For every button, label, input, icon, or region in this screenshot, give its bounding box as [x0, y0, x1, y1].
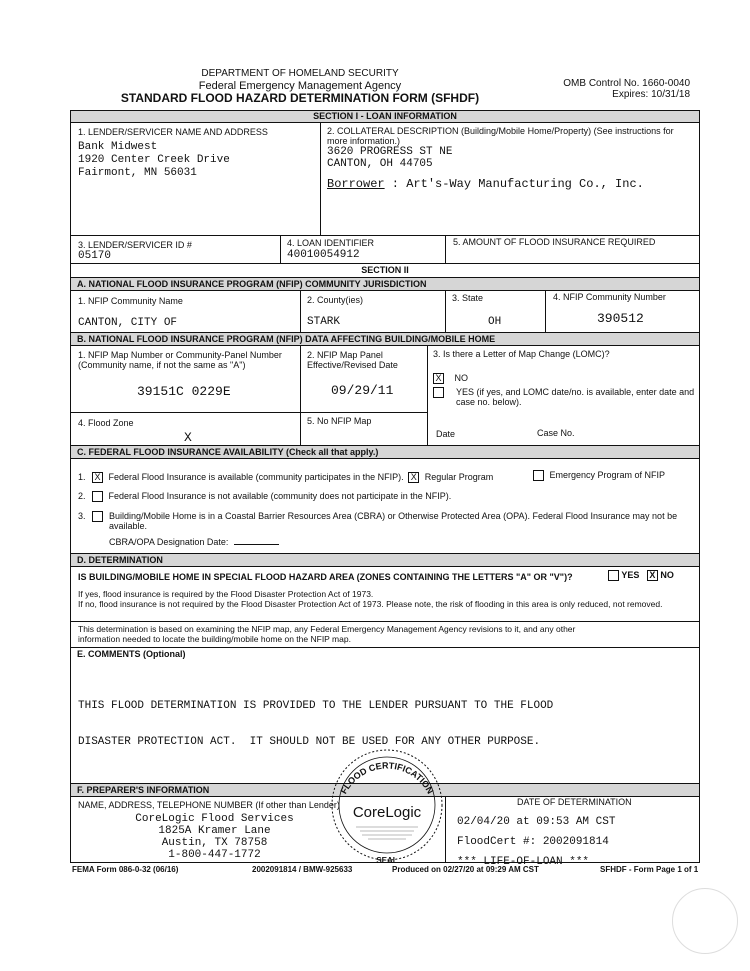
omb-block: [520, 78, 690, 100]
section-d-title: D. DETERMINATION: [71, 554, 699, 566]
collateral-address: [327, 146, 452, 170]
agency-name: Federal Emergency Management Agency: [198, 80, 402, 92]
option-1-text: Federal Flood Insurance is available (community participates in the NFIP).: [108, 472, 404, 482]
faint-stamp: [672, 888, 738, 954]
cbra-date-row: [109, 537, 279, 547]
insurance-amount-label: 5. AMOUNT OF FLOOD INSURANCE REQUIRED: [453, 237, 656, 247]
no-map-label: 5. No NFIP Map: [307, 416, 372, 426]
lender-address-block: [78, 141, 230, 180]
form-header: [100, 68, 500, 104]
section-2-title: SECTION II: [71, 264, 699, 277]
cbra-date-label: CBRA/OPA Designation Date:: [109, 537, 229, 547]
preparer-name: CoreLogic Flood Services: [135, 813, 294, 825]
section-f-title: F. PREPARER'S INFORMATION: [71, 784, 699, 796]
option-2-text: Federal Flood Insurance is not available (community does not participate in the NFIP).: [108, 491, 452, 501]
determination-question: IS BUILDING/MOBILE HOME IN SPECIAL FLOOD HAZARD AREA (ZONES CONTAINING THE LETTERS "A" OR "V")?: [78, 572, 573, 582]
determination-date-label: DATE OF DETERMINATION: [517, 797, 632, 807]
borrower-line: [327, 177, 644, 191]
determination-basis: This determination is based on examining the NFIP map, any Federal Emergency Management Agency revisions to it, and any other information needed to locate the building/mobile home on the NFIP map.: [78, 624, 576, 644]
lender-address-line2: Fairmont, MN 56031: [78, 167, 197, 179]
seal-brand: CoreLogic: [352, 804, 422, 821]
state: OH: [488, 316, 502, 328]
lomc-yes-label: YES (if yes, and LOMC date/no. is available, enter date and case no. below).: [456, 387, 695, 407]
preparer-label: NAME, ADDRESS, TELEPHONE NUMBER (If other than Lender): [78, 800, 340, 810]
form-title: STANDARD FLOOD HAZARD DETERMINATION FORM (SFHDF): [120, 91, 480, 105]
county: STARK: [307, 316, 341, 328]
lomc-case-label: Case No.: [537, 428, 575, 438]
map-number-label-line1: 1. NFIP Map Number or Community-Panel Number: [78, 350, 282, 360]
determination-date: 02/04/20 at 09:53 AM CST: [457, 816, 616, 828]
footer-produced: Produced on 02/27/20 at 09:29 AM CST: [392, 865, 539, 874]
preparer-address-line1: 1825A Kramer Lane: [158, 825, 271, 837]
omb-expiration: Expires: 10/31/18: [612, 89, 690, 100]
lomc-date-label: Date: [436, 429, 456, 439]
lomc-label: 3. Is there a Letter of Map Change (LOMC)?: [433, 349, 610, 359]
preparer-phone: 1-800-447-1772: [168, 849, 261, 861]
regular-program-checkbox[interactable]: X: [408, 472, 419, 483]
panel-date-label-line2: Effective/Revised Date: [307, 360, 398, 370]
map-number-label-line2: (Community name, if not the same as "A"): [78, 360, 246, 370]
borrower-label: Borrower: [327, 177, 385, 191]
loan-id: 40010054912: [287, 249, 360, 261]
preparer-address-line2: Austin, TX 78758: [161, 837, 268, 849]
lomc-yes-checkbox[interactable]: [433, 387, 444, 398]
emergency-program-row: [533, 470, 665, 481]
availability-option-3: [78, 511, 690, 531]
emergency-program-checkbox[interactable]: [533, 470, 544, 481]
certification-seal: [328, 737, 446, 867]
option-2-checkbox[interactable]: [92, 491, 103, 502]
comments-line2: DISASTER PROTECTION ACT. IT SHOULD NOT BE USED FOR ANY OTHER PURPOSE.: [78, 736, 541, 748]
floodcert-number: FloodCert #: 2002091814: [457, 836, 609, 848]
form-number: FEMA Form 086-0-32 (06/16): [72, 865, 179, 874]
collateral-address-line2: CANTON, OH 44705: [327, 158, 433, 170]
section-b-title: B. NATIONAL FLOOD INSURANCE PROGRAM (NFIP) DATA AFFECTING BUILDING/MOBILE HOME: [71, 333, 699, 345]
lomc-yes-row: [433, 387, 698, 407]
county-label: 2. County(ies): [307, 295, 364, 305]
life-of-loan: *** LIFE-OF-LOAN ***: [457, 856, 590, 868]
determination-answer: [608, 570, 674, 581]
regular-program-label: Regular Program: [424, 472, 494, 482]
option-2-number: 2.: [78, 491, 86, 501]
comments: [78, 676, 553, 760]
lomc-no-label: NO: [454, 373, 469, 383]
community-number-label: 4. NFIP Community Number: [553, 292, 666, 302]
department-name: DEPARTMENT OF HOMELAND SECURITY: [201, 68, 399, 79]
footer-ids: 2002091814 / BMW-925633: [252, 865, 353, 874]
section-e-title: E. COMMENTS (Optional): [71, 648, 699, 660]
option-3-checkbox[interactable]: [92, 511, 103, 522]
community-name-label: 1. NFIP Community Name: [78, 296, 183, 306]
community-number: 390512: [597, 311, 644, 326]
lender-id: 05170: [78, 250, 112, 262]
lomc-no-row: [433, 373, 468, 384]
lomc-no-checkbox[interactable]: X: [433, 373, 444, 384]
determination-yes-label: YES: [621, 570, 640, 580]
section-1-title: SECTION I - LOAN INFORMATION: [71, 111, 699, 122]
collateral-address-line1: 3620 PROGRESS ST NE: [327, 146, 453, 158]
lender-id-label: 3. LENDER/SERVICER ID #: [78, 240, 192, 250]
lender-address-line1: 1920 Center Creek Drive: [78, 154, 230, 166]
panel-date-label: [307, 350, 398, 370]
panel-date-label-line1: 2. NFIP Map Panel: [307, 350, 383, 360]
cbra-date-field[interactable]: [234, 544, 279, 545]
loan-id-label: 4. LOAN IDENTIFIER: [287, 238, 375, 248]
collateral-label: 2. COLLATERAL DESCRIPTION (Building/Mobile Home/Property) (See instructions for more information.): [327, 126, 674, 146]
option-1-checkbox[interactable]: X: [92, 472, 103, 483]
section-c-title: C. FEDERAL FLOOD INSURANCE AVAILABILITY (Check all that apply.): [71, 446, 699, 458]
flood-zone: X: [184, 430, 192, 445]
preparer-info: [132, 813, 297, 861]
footer-page: SFHDF - Form Page 1 of 1: [600, 865, 699, 874]
determination-if-no: If no, flood insurance is not required by the Flood Disaster Protection Act of 1973. Please note, the risk of flooding in this area is only reduced, not removed.: [78, 599, 663, 609]
state-label: 3. State: [452, 293, 484, 303]
emergency-program-label: Emergency Program of NFIP: [549, 470, 666, 480]
determination-no-checkbox[interactable]: X: [647, 570, 658, 581]
determination-explanation: [78, 589, 690, 609]
option-1-number: 1.: [78, 472, 86, 482]
determination-no-label: NO: [660, 570, 674, 580]
determination-info: [457, 812, 615, 872]
section-a-title: A. NATIONAL FLOOD INSURANCE PROGRAM (NFIP) COMMUNITY JURISDICTION: [71, 278, 699, 290]
map-number-label: [78, 350, 282, 370]
option-3-text: Building/Mobile Home is in a Coastal Barrier Resources Area (CBRA) or Otherwise Protected Area (OPA). Federal Flood Insurance may not be available.: [109, 511, 678, 531]
lender-name-label: 1. LENDER/SERVICER NAME AND ADDRESS: [78, 127, 268, 137]
seal-arc-text: FLOOD CERTIFICATION: [338, 760, 436, 796]
lender-name: Bank Midwest: [78, 141, 158, 153]
availability-option-1: [78, 472, 493, 483]
borrower-name: Art's-Way Manufacturing Co., Inc.: [406, 177, 644, 191]
option-3-number: 3.: [78, 511, 86, 521]
determination-if-yes: If yes, flood insurance is required by the Flood Disaster Protection Act of 1973.: [78, 589, 374, 599]
seal-bottom-text: SEAL: [376, 856, 398, 865]
map-number: 39151C 0229E: [137, 384, 231, 399]
omb-control-number: OMB Control No. 1660-0040: [563, 78, 690, 89]
community-name: CANTON, CITY OF: [78, 317, 178, 329]
flood-zone-label: 4. Flood Zone: [78, 418, 134, 428]
borrower-separator: :: [384, 177, 407, 191]
panel-date: 09/29/11: [331, 383, 394, 398]
seal-graphic: [328, 737, 446, 867]
availability-option-2: [78, 491, 451, 502]
comments-line1: THIS FLOOD DETERMINATION IS PROVIDED TO THE LENDER PURSUANT TO THE FLOOD: [78, 700, 554, 712]
determination-yes-checkbox[interactable]: [608, 570, 619, 581]
